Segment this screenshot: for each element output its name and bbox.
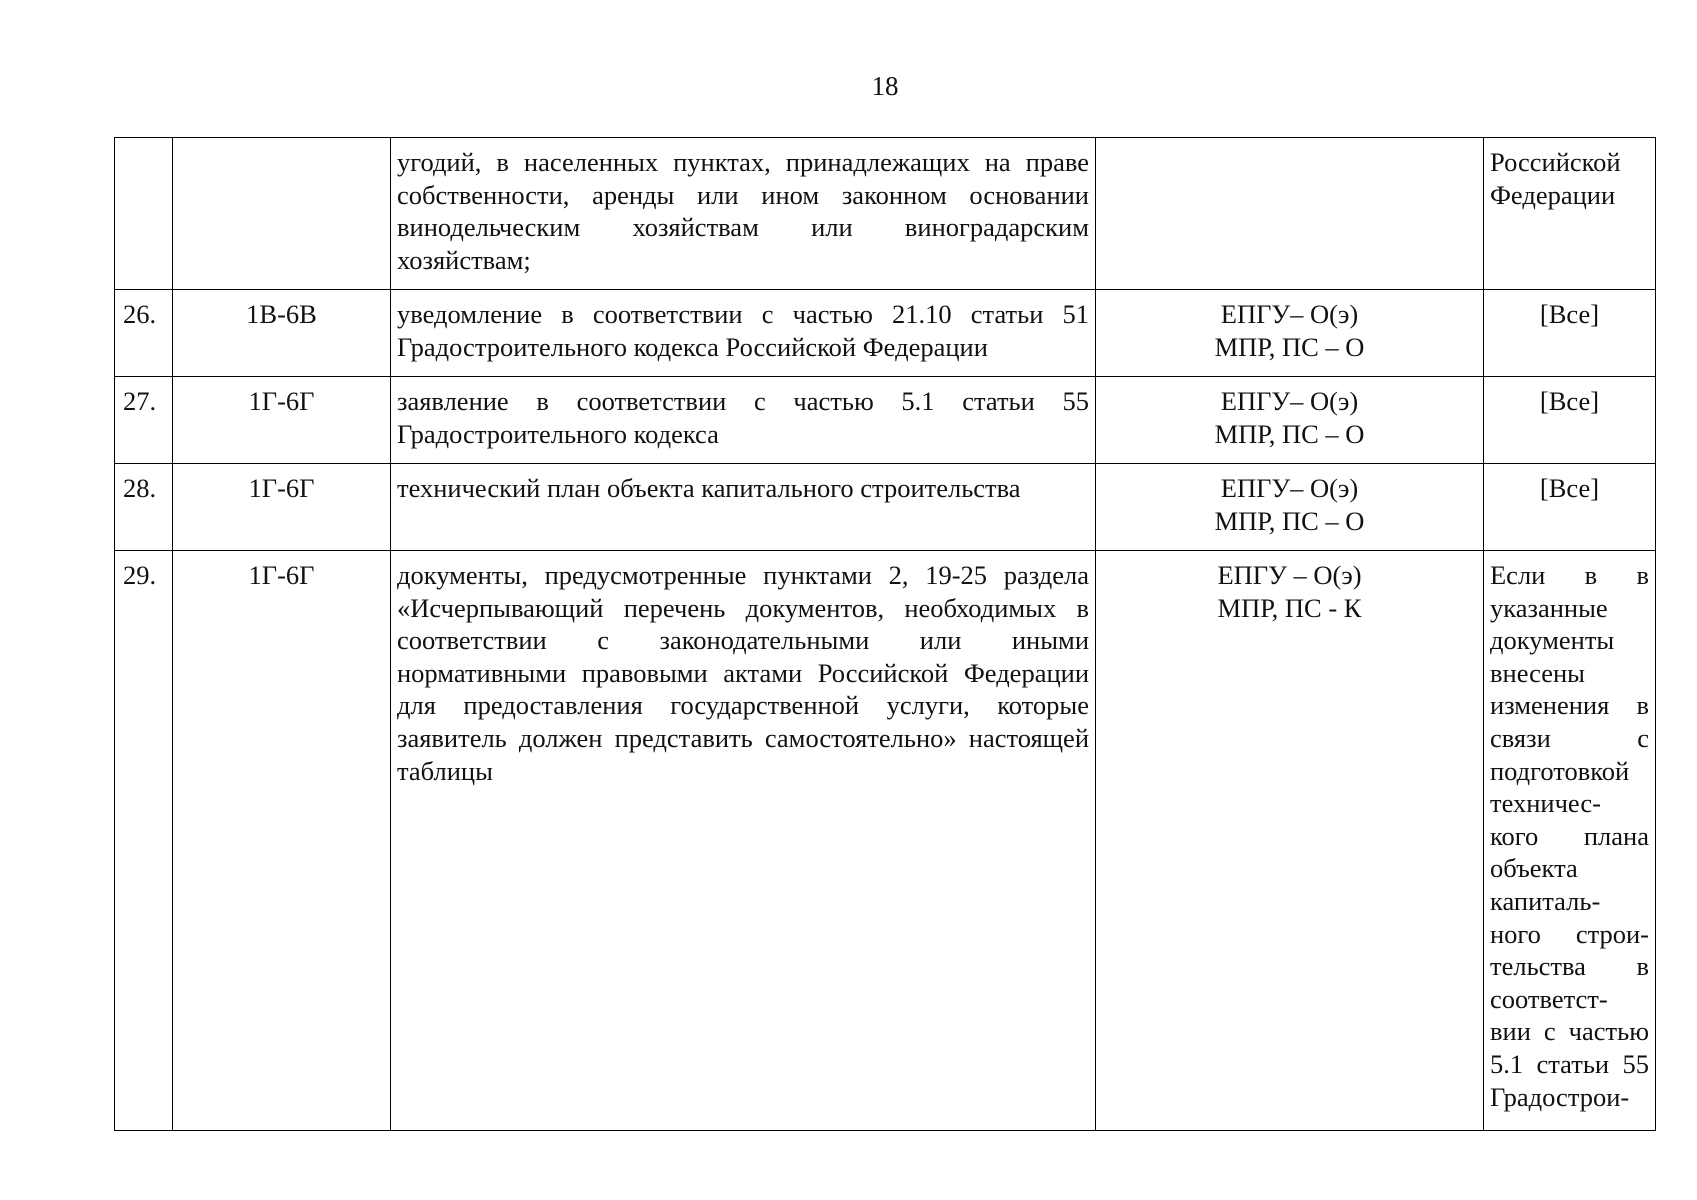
note-line: изменения в <box>1490 690 1649 721</box>
row-number-cell: 27. <box>115 377 173 464</box>
note-line: тельства в <box>1490 951 1649 982</box>
note-line: капиталь- <box>1490 885 1601 916</box>
table-row <box>115 290 1656 377</box>
table-row <box>115 464 1656 551</box>
note-line: Градострои- <box>1490 1081 1630 1112</box>
row-description-cell: угодий, в населенных пунктах, принадлежащих на праве собственности, аренды или ином законном основании винодельческим хозяйствам или виноградарским хозяйствам; <box>391 138 1096 290</box>
row-code-cell: 1Г-6Г <box>173 377 391 464</box>
note-line: техничес- <box>1490 788 1601 819</box>
note-line: кого плана <box>1490 820 1649 851</box>
page-number: 18 <box>871 71 899 101</box>
row-code-cell: 1В-6В <box>173 290 391 377</box>
row-code-cell: 1Г-6Г <box>173 464 391 551</box>
table-row <box>115 138 1656 290</box>
row-number-cell: 26. <box>115 290 173 377</box>
row-source-cell: ЕПГУ – О(э) МПР, ПС - К <box>1096 551 1484 1131</box>
document-table <box>114 137 1656 1131</box>
note-line: ного строи- <box>1490 918 1649 949</box>
row-description-cell: уведомление в соответствии с частью 21.10 статьи 51 Градостроительного кодекса Российской Федерации <box>391 290 1096 377</box>
table-row <box>115 377 1656 464</box>
note-line: объекта <box>1490 853 1578 884</box>
note-line: подготовкой <box>1490 755 1630 786</box>
row-note-cell: Российской Федерации <box>1484 138 1656 290</box>
note-line: документы <box>1490 625 1615 656</box>
row-source-cell: ЕПГУ– О(э) МПР, ПС – О <box>1096 290 1484 377</box>
table-row <box>115 551 1656 1131</box>
row-number-cell: 28. <box>115 464 173 551</box>
row-note-cell: [Все] <box>1484 377 1656 464</box>
note-line: вии с частью <box>1490 1016 1649 1047</box>
row-source-cell <box>1096 138 1484 290</box>
row-code-cell: 1Г-6Г <box>173 551 391 1131</box>
note-line: внесены <box>1490 657 1585 688</box>
row-description-cell: технический план объекта капитального строительства <box>391 464 1096 551</box>
row-description-cell: документы, предусмотренные пунктами 2, 19-25 раздела «Исчерпывающий перечень документов, необходимых в соответствии с законодательными или иными нормативными правовыми актами Российской Федерации для предоставления государственной услуги, которые заявитель должен представить самостоятельно» настоящей таблицы <box>391 551 1096 1131</box>
note-line: 5.1 статьи 55 <box>1490 1048 1649 1079</box>
note-line: связи с <box>1490 722 1649 753</box>
row-source-cell: ЕПГУ– О(э) МПР, ПС – О <box>1096 464 1484 551</box>
row-note-cell <box>1484 551 1656 1131</box>
row-source-cell: ЕПГУ– О(э) МПР, ПС – О <box>1096 377 1484 464</box>
note-line: соответст- <box>1490 983 1608 1014</box>
note-line: указанные <box>1490 592 1608 623</box>
row-number-cell <box>115 138 173 290</box>
row-note-cell: [Все] <box>1484 464 1656 551</box>
row-code-cell <box>173 138 391 290</box>
row-number-cell: 29. <box>115 551 173 1131</box>
row-note-cell: [Все] <box>1484 290 1656 377</box>
row-description-cell: заявление в соответствии с частью 5.1 статьи 55 Градостроительного кодекса <box>391 377 1096 464</box>
note-line: Если в в <box>1490 560 1649 590</box>
